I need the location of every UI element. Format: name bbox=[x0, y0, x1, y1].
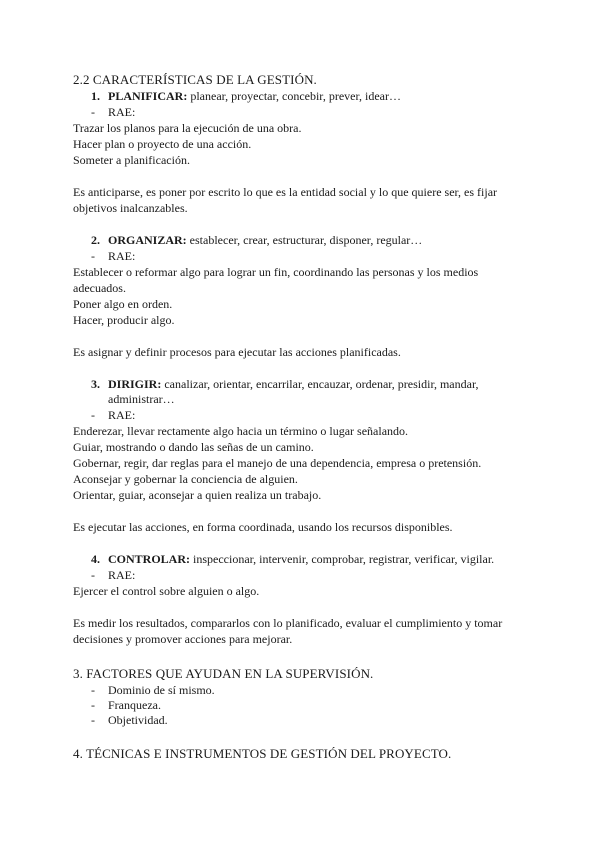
item-synonyms: canalizar, orientar, encarrilar, encauzar, ordenar, presidir, mandar, bbox=[161, 377, 479, 391]
item-term: CONTROLAR: bbox=[108, 552, 191, 566]
section-heading: 3. FACTORES QUE AYUDAN EN LA SUPERVISIÓN. bbox=[73, 666, 374, 681]
summary-line: Es anticiparse, es poner por escrito lo que es la entidad social y lo que quiere ser, es fijar bbox=[73, 185, 498, 199]
definition-line: Trazar los planos para la ejecución de una obra. bbox=[73, 121, 302, 135]
rae-label: RAE: bbox=[108, 408, 136, 422]
summary-line: Es ejecutar las acciones, en forma coordinada, usando los recursos disponibles. bbox=[73, 520, 453, 534]
definition-line: Someter a planificación. bbox=[73, 153, 190, 167]
item-term: PLANIFICAR: bbox=[108, 89, 188, 103]
summary-line: Es asignar y definir procesos para ejecutar las acciones planificadas. bbox=[73, 345, 401, 359]
item-heading bbox=[108, 552, 494, 567]
definition-line: Enderezar, llevar rectamente algo hacia un término o lugar señalando. bbox=[73, 424, 409, 438]
item-number: 4. bbox=[91, 552, 100, 566]
definition-line: Poner algo en orden. bbox=[73, 297, 173, 311]
item-heading bbox=[108, 89, 401, 104]
item-number: 2. bbox=[91, 233, 100, 247]
item-term: ORGANIZAR: bbox=[108, 233, 187, 247]
definition-line: Aconsejar y gobernar la conciencia de alguien. bbox=[73, 472, 298, 486]
rae-label: RAE: bbox=[108, 249, 136, 263]
list-dash: - bbox=[91, 249, 95, 263]
list-item: Franqueza. bbox=[108, 698, 161, 712]
item-synonyms: planear, proyectar, concebir, prever, idear… bbox=[187, 89, 401, 103]
definition-line: adecuados. bbox=[73, 281, 126, 295]
list-dash: - bbox=[91, 683, 95, 697]
rae-label: RAE: bbox=[108, 105, 136, 119]
list-dash: - bbox=[91, 713, 95, 727]
definition-line: Gobernar, regir, dar reglas para el manejo de una dependencia, empresa o pretensión. bbox=[73, 456, 482, 470]
list-dash: - bbox=[91, 568, 95, 582]
list-item: Objetividad. bbox=[108, 713, 168, 727]
definition-line: Ejercer el control sobre alguien o algo. bbox=[73, 584, 260, 598]
definition-line: Orientar, guiar, aconsejar a quien realiza un trabajo. bbox=[73, 488, 322, 502]
item-term: DIRIGIR: bbox=[108, 377, 162, 391]
summary-line: objetivos inalcanzables. bbox=[73, 201, 188, 215]
summary-line: decisiones y promover acciones para mejorar. bbox=[73, 632, 293, 646]
item-synonyms: inspeccionar, intervenir, comprobar, registrar, verificar, vigilar. bbox=[190, 552, 495, 566]
item-synonyms-continued: administrar… bbox=[108, 392, 175, 406]
item-heading bbox=[108, 233, 422, 248]
definition-line: Establecer o reformar algo para lograr un fin, coordinando las personas y los medios bbox=[73, 265, 479, 279]
section-heading: 4. TÉCNICAS E INSTRUMENTOS DE GESTIÓN DEL PROYECTO. bbox=[73, 746, 452, 761]
list-dash: - bbox=[91, 698, 95, 712]
item-heading bbox=[108, 377, 478, 392]
list-item: Dominio de sí mismo. bbox=[108, 683, 215, 697]
definition-line: Guiar, mostrando o dando las señas de un camino. bbox=[73, 440, 314, 454]
list-dash: - bbox=[91, 105, 95, 119]
list-dash: - bbox=[91, 408, 95, 422]
item-number: 3. bbox=[91, 377, 100, 391]
summary-line: Es medir los resultados, compararlos con lo planificado, evaluar el cumplimiento y tomar bbox=[73, 616, 503, 630]
definition-line: Hacer plan o proyecto de una acción. bbox=[73, 137, 252, 151]
section-heading: 2.2 CARACTERÍSTICAS DE LA GESTIÓN. bbox=[73, 72, 317, 87]
item-number: 1. bbox=[91, 89, 100, 103]
rae-label: RAE: bbox=[108, 568, 136, 582]
definition-line: Hacer, producir algo. bbox=[73, 313, 175, 327]
item-synonyms: establecer, crear, estructurar, disponer, regular… bbox=[186, 233, 423, 247]
